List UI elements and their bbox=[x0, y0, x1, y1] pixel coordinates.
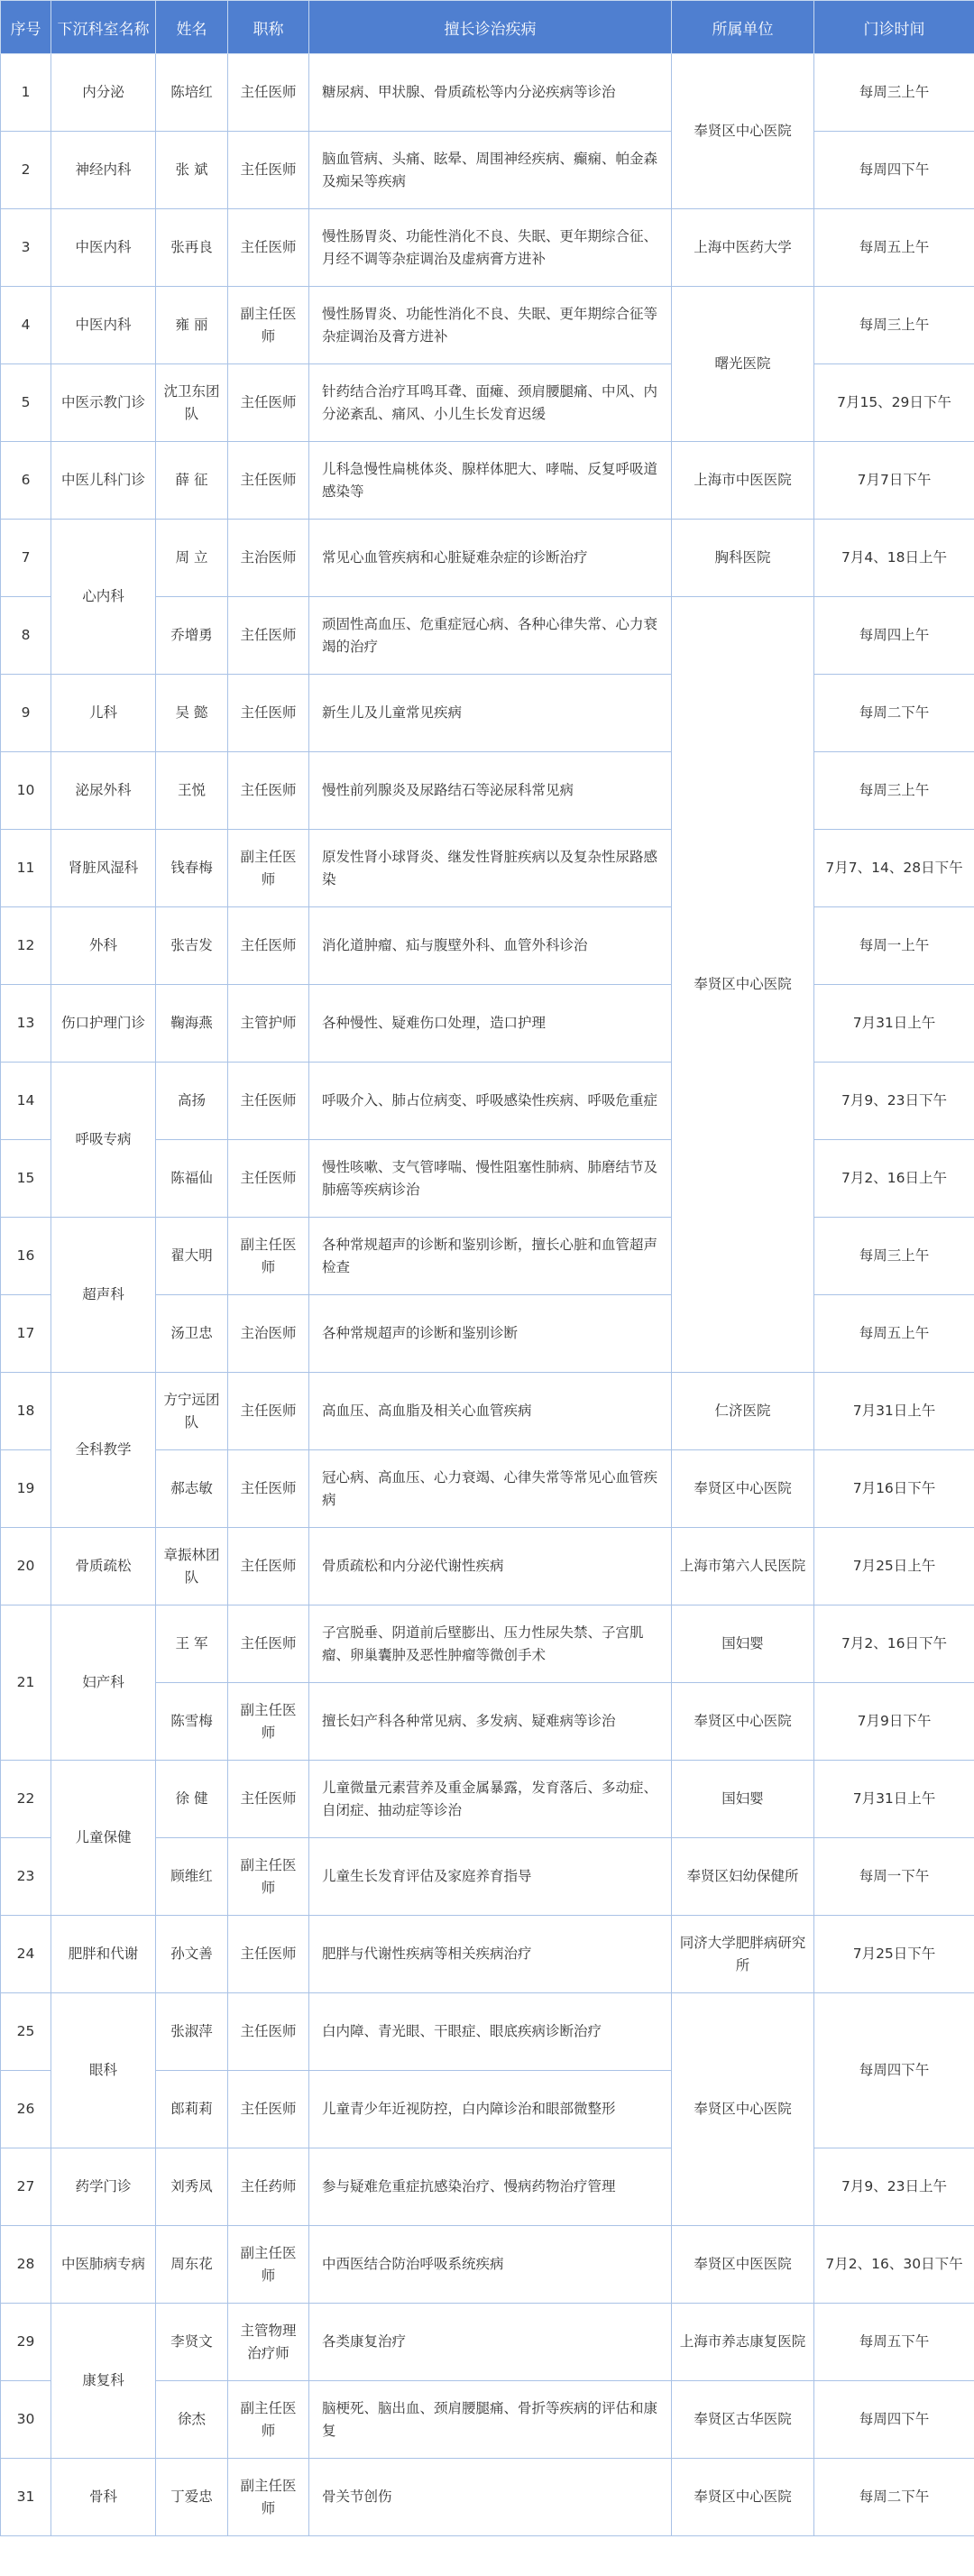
cell-title: 主任医师 bbox=[228, 132, 309, 209]
table-row bbox=[1, 209, 974, 287]
cell-unit: 上海市养志康复医院 bbox=[672, 2304, 814, 2381]
cell-title: 副主任医师 bbox=[228, 2226, 309, 2304]
cell-time: 每周一下午 bbox=[814, 1838, 974, 1916]
cell-title: 副主任医师 bbox=[228, 830, 309, 907]
table-row bbox=[1, 1218, 974, 1295]
cell-time: 7月2、16、30日下午 bbox=[814, 2226, 974, 2304]
table-row bbox=[1, 520, 974, 597]
cell-unit: 同济大学肥胖病研究所 bbox=[672, 1916, 814, 1993]
cell-specialty: 骨质疏松和内分泌代谢性疾病 bbox=[309, 1528, 672, 1605]
cell-time: 7月15、29日下午 bbox=[814, 364, 974, 442]
cell-dept: 肥胖和代谢 bbox=[51, 1916, 156, 1993]
cell-no: 22 bbox=[1, 1761, 51, 1838]
cell-no: 25 bbox=[1, 1993, 51, 2071]
cell-time: 每周二下午 bbox=[814, 675, 974, 752]
cell-specialty: 儿童青少年近视防控，白内障诊治和眼部微整形 bbox=[309, 2071, 672, 2148]
cell-title: 主任医师 bbox=[228, 1450, 309, 1528]
cell-unit: 奉贤区中心医院 bbox=[672, 597, 814, 1373]
cell-specialty: 新生儿及儿童常见疾病 bbox=[309, 675, 672, 752]
cell-no: 5 bbox=[1, 364, 51, 442]
cell-time: 7月2、16日下午 bbox=[814, 1605, 974, 1683]
cell-title: 主治医师 bbox=[228, 520, 309, 597]
header-cell-dept: 下沉科室名称 bbox=[51, 1, 156, 54]
cell-name: 周 立 bbox=[156, 520, 228, 597]
table-row bbox=[1, 364, 974, 442]
cell-time: 7月25日下午 bbox=[814, 1916, 974, 1993]
cell-dept: 儿科 bbox=[51, 675, 156, 752]
cell-unit: 奉贤区中心医院 bbox=[672, 1683, 814, 1761]
cell-title: 主任医师 bbox=[228, 1605, 309, 1683]
cell-specialty: 子宫脱垂、阴道前后壁膨出、压力性尿失禁、子宫肌瘤、卵巢囊肿及恶性肿瘤等微创手术 bbox=[309, 1605, 672, 1683]
cell-specialty: 各种常规超声的诊断和鉴别诊断，擅长心脏和血管超声检查 bbox=[309, 1218, 672, 1295]
cell-time: 7月2、16日上午 bbox=[814, 1140, 974, 1218]
table-row bbox=[1, 1063, 974, 1140]
table-row bbox=[1, 1605, 974, 1683]
cell-name: 徐杰 bbox=[156, 2381, 228, 2459]
cell-title: 副主任医师 bbox=[228, 1838, 309, 1916]
cell-name: 郎莉莉 bbox=[156, 2071, 228, 2148]
cell-time: 每周四下午 bbox=[814, 1993, 974, 2148]
cell-time: 每周三上午 bbox=[814, 54, 974, 132]
cell-title: 主任医师 bbox=[228, 2071, 309, 2148]
cell-time: 7月4、18日上午 bbox=[814, 520, 974, 597]
cell-dept: 中医肺病专病 bbox=[51, 2226, 156, 2304]
cell-name: 张吉发 bbox=[156, 907, 228, 985]
cell-no: 30 bbox=[1, 2381, 51, 2459]
cell-unit: 奉贤区古华医院 bbox=[672, 2381, 814, 2459]
cell-name: 钱春梅 bbox=[156, 830, 228, 907]
cell-dept: 全科教学 bbox=[51, 1373, 156, 1528]
cell-no: 28 bbox=[1, 2226, 51, 2304]
cell-specialty: 慢性前列腺炎及尿路结石等泌尿科常见病 bbox=[309, 752, 672, 830]
cell-specialty: 脑梗死、脑出血、颈肩腰腿痛、骨折等疾病的评估和康复 bbox=[309, 2381, 672, 2459]
cell-title: 主任医师 bbox=[228, 54, 309, 132]
cell-title: 副主任医师 bbox=[228, 1683, 309, 1761]
cell-name: 汤卫忠 bbox=[156, 1295, 228, 1373]
cell-dept: 康复科 bbox=[51, 2304, 156, 2459]
cell-name: 张淑萍 bbox=[156, 1993, 228, 2071]
cell-name: 方宁远团队 bbox=[156, 1373, 228, 1450]
cell-no: 9 bbox=[1, 675, 51, 752]
table-row bbox=[1, 1993, 974, 2071]
header-row bbox=[1, 1, 974, 54]
cell-title: 主任医师 bbox=[228, 907, 309, 985]
cell-name: 雍 丽 bbox=[156, 287, 228, 364]
cell-name: 张 斌 bbox=[156, 132, 228, 209]
cell-time: 每周三上午 bbox=[814, 1218, 974, 1295]
cell-name: 薛 征 bbox=[156, 442, 228, 520]
table-row bbox=[1, 2226, 974, 2304]
cell-no: 18 bbox=[1, 1373, 51, 1450]
cell-dept: 骨质疏松 bbox=[51, 1528, 156, 1605]
cell-dept: 超声科 bbox=[51, 1218, 156, 1373]
cell-name: 张再良 bbox=[156, 209, 228, 287]
cell-dept: 中医内科 bbox=[51, 287, 156, 364]
cell-dept: 伤口护理门诊 bbox=[51, 985, 156, 1063]
cell-name: 郝志敏 bbox=[156, 1450, 228, 1528]
cell-no: 24 bbox=[1, 1916, 51, 1993]
table-row bbox=[1, 830, 974, 907]
cell-no: 31 bbox=[1, 2459, 51, 2536]
cell-no: 19 bbox=[1, 1450, 51, 1528]
cell-unit: 奉贤区中心医院 bbox=[672, 1993, 814, 2226]
cell-title: 主任医师 bbox=[228, 675, 309, 752]
cell-title: 主任医师 bbox=[228, 1140, 309, 1218]
cell-title: 主任医师 bbox=[228, 442, 309, 520]
cell-no: 12 bbox=[1, 907, 51, 985]
cell-title: 主任医师 bbox=[228, 1528, 309, 1605]
cell-specialty: 消化道肿瘤、疝与腹壁外科、血管外科诊治 bbox=[309, 907, 672, 985]
table-row bbox=[1, 1761, 974, 1838]
cell-specialty: 白内障、青光眼、干眼症、眼底疾病诊断治疗 bbox=[309, 1993, 672, 2071]
table-row bbox=[1, 442, 974, 520]
cell-no: 8 bbox=[1, 597, 51, 675]
cell-time: 7月31日上午 bbox=[814, 1373, 974, 1450]
cell-dept: 眼科 bbox=[51, 1993, 156, 2148]
cell-name: 翟大明 bbox=[156, 1218, 228, 1295]
cell-title: 主任医师 bbox=[228, 1063, 309, 1140]
table-row bbox=[1, 752, 974, 830]
cell-time: 7月31日上午 bbox=[814, 985, 974, 1063]
cell-no: 21 bbox=[1, 1605, 51, 1761]
cell-name: 顾维红 bbox=[156, 1838, 228, 1916]
cell-title: 副主任医师 bbox=[228, 2381, 309, 2459]
cell-time: 7月31日上午 bbox=[814, 1761, 974, 1838]
cell-specialty: 常见心血管疾病和心脏疑难杂症的诊断治疗 bbox=[309, 520, 672, 597]
cell-title: 主管物理治疗师 bbox=[228, 2304, 309, 2381]
cell-name: 陈培红 bbox=[156, 54, 228, 132]
cell-dept: 药学门诊 bbox=[51, 2148, 156, 2226]
cell-time: 每周五下午 bbox=[814, 2304, 974, 2381]
cell-dept: 肾脏风湿科 bbox=[51, 830, 156, 907]
cell-title: 主任药师 bbox=[228, 2148, 309, 2226]
cell-title: 主任医师 bbox=[228, 364, 309, 442]
table-row bbox=[1, 132, 974, 209]
cell-unit: 仁济医院 bbox=[672, 1373, 814, 1450]
cell-title: 主任医师 bbox=[228, 1373, 309, 1450]
cell-time: 7月9、23日上午 bbox=[814, 2148, 974, 2226]
cell-unit: 上海市第六人民医院 bbox=[672, 1528, 814, 1605]
cell-unit: 国妇婴 bbox=[672, 1605, 814, 1683]
cell-no: 7 bbox=[1, 520, 51, 597]
cell-specialty: 儿童生长发育评估及家庭养育指导 bbox=[309, 1838, 672, 1916]
cell-no: 4 bbox=[1, 287, 51, 364]
cell-specialty: 各类康复治疗 bbox=[309, 2304, 672, 2381]
table-row bbox=[1, 2304, 974, 2381]
cell-no: 6 bbox=[1, 442, 51, 520]
header-cell-specialty: 擅长诊治疾病 bbox=[309, 1, 672, 54]
cell-name: 陈福仙 bbox=[156, 1140, 228, 1218]
cell-dept: 呼吸专病 bbox=[51, 1063, 156, 1218]
cell-name: 丁爱忠 bbox=[156, 2459, 228, 2536]
cell-unit: 奉贤区中心医院 bbox=[672, 54, 814, 209]
cell-unit: 奉贤区中心医院 bbox=[672, 2459, 814, 2536]
cell-no: 10 bbox=[1, 752, 51, 830]
cell-name: 沈卫东团队 bbox=[156, 364, 228, 442]
cell-unit: 曙光医院 bbox=[672, 287, 814, 442]
cell-dept: 中医示教门诊 bbox=[51, 364, 156, 442]
cell-name: 李贤文 bbox=[156, 2304, 228, 2381]
cell-no: 20 bbox=[1, 1528, 51, 1605]
table-row bbox=[1, 54, 974, 132]
cell-name: 吴 懿 bbox=[156, 675, 228, 752]
cell-unit: 奉贤区中医医院 bbox=[672, 2226, 814, 2304]
table-row bbox=[1, 2148, 974, 2226]
cell-title: 主任医师 bbox=[228, 1993, 309, 2071]
cell-time: 7月9日下午 bbox=[814, 1683, 974, 1761]
cell-specialty: 脑血管病、头痛、眩晕、周围神经疾病、癫痫、帕金森及痴呆等疾病 bbox=[309, 132, 672, 209]
cell-name: 乔增勇 bbox=[156, 597, 228, 675]
cell-unit: 国妇婴 bbox=[672, 1761, 814, 1838]
cell-time: 每周四下午 bbox=[814, 132, 974, 209]
cell-title: 主任医师 bbox=[228, 597, 309, 675]
cell-title: 主管护师 bbox=[228, 985, 309, 1063]
cell-title: 主任医师 bbox=[228, 1761, 309, 1838]
cell-title: 主任医师 bbox=[228, 752, 309, 830]
cell-dept: 内分泌 bbox=[51, 54, 156, 132]
table-row bbox=[1, 907, 974, 985]
cell-title: 副主任医师 bbox=[228, 287, 309, 364]
cell-specialty: 肥胖与代谢性疾病等相关疾病治疗 bbox=[309, 1916, 672, 1993]
cell-time: 7月9、23日下午 bbox=[814, 1063, 974, 1140]
cell-specialty: 参与疑难危重症抗感染治疗、慢病药物治疗管理 bbox=[309, 2148, 672, 2226]
cell-no: 13 bbox=[1, 985, 51, 1063]
cell-no: 29 bbox=[1, 2304, 51, 2381]
cell-title: 副主任医师 bbox=[228, 2459, 309, 2536]
cell-dept: 儿童保健 bbox=[51, 1761, 156, 1916]
cell-time: 每周一上午 bbox=[814, 907, 974, 985]
cell-dept: 妇产科 bbox=[51, 1605, 156, 1761]
header-cell-name: 姓名 bbox=[156, 1, 228, 54]
cell-time: 7月16日下午 bbox=[814, 1450, 974, 1528]
cell-specialty: 糖尿病、甲状腺、骨质疏松等内分泌疾病等诊治 bbox=[309, 54, 672, 132]
cell-no: 23 bbox=[1, 1838, 51, 1916]
cell-specialty: 原发性肾小球肾炎、继发性肾脏疾病以及复杂性尿路感染 bbox=[309, 830, 672, 907]
cell-time: 每周五上午 bbox=[814, 209, 974, 287]
cell-no: 26 bbox=[1, 2071, 51, 2148]
cell-time: 每周三上午 bbox=[814, 752, 974, 830]
cell-name: 刘秀凤 bbox=[156, 2148, 228, 2226]
table-row bbox=[1, 287, 974, 364]
table-row bbox=[1, 1528, 974, 1605]
table-row bbox=[1, 675, 974, 752]
cell-no: 14 bbox=[1, 1063, 51, 1140]
cell-no: 3 bbox=[1, 209, 51, 287]
cell-specialty: 呼吸介入、肺占位病变、呼吸感染性疾病、呼吸危重症 bbox=[309, 1063, 672, 1140]
cell-no: 1 bbox=[1, 54, 51, 132]
header-cell-no: 序号 bbox=[1, 1, 51, 54]
cell-specialty: 儿童微量元素营养及重金属暴露，发育落后、多动症、自闭症、抽动症等诊治 bbox=[309, 1761, 672, 1838]
cell-dept: 中医内科 bbox=[51, 209, 156, 287]
table-row bbox=[1, 985, 974, 1063]
table-row bbox=[1, 2459, 974, 2536]
cell-no: 11 bbox=[1, 830, 51, 907]
cell-name: 王 军 bbox=[156, 1605, 228, 1683]
cell-dept: 泌尿外科 bbox=[51, 752, 156, 830]
cell-unit: 上海市中医医院 bbox=[672, 442, 814, 520]
table-row bbox=[1, 1916, 974, 1993]
cell-dept: 骨科 bbox=[51, 2459, 156, 2536]
cell-specialty: 慢性咳嗽、支气管哮喘、慢性阻塞性肺病、肺磨结节及肺癌等疾病诊治 bbox=[309, 1140, 672, 1218]
cell-title: 主任医师 bbox=[228, 1916, 309, 1993]
cell-specialty: 各种常规超声的诊断和鉴别诊断 bbox=[309, 1295, 672, 1373]
cell-no: 15 bbox=[1, 1140, 51, 1218]
cell-name: 章振林团队 bbox=[156, 1528, 228, 1605]
cell-specialty: 高血压、高血脂及相关心血管疾病 bbox=[309, 1373, 672, 1450]
cell-specialty: 顽固性高血压、危重症冠心病、各种心律失常、心力衰竭的治疗 bbox=[309, 597, 672, 675]
cell-unit: 奉贤区妇幼保健所 bbox=[672, 1838, 814, 1916]
cell-dept: 神经内科 bbox=[51, 132, 156, 209]
cell-specialty: 各种慢性、疑难伤口处理，造口护理 bbox=[309, 985, 672, 1063]
cell-specialty: 慢性肠胃炎、功能性消化不良、失眠、更年期综合征、月经不调等杂症调治及虚病膏方进补 bbox=[309, 209, 672, 287]
cell-title: 主治医师 bbox=[228, 1295, 309, 1373]
cell-name: 周东花 bbox=[156, 2226, 228, 2304]
cell-title: 副主任医师 bbox=[228, 1218, 309, 1295]
cell-time: 每周三上午 bbox=[814, 287, 974, 364]
cell-specialty: 针药结合治疗耳鸣耳聋、面瘫、颈肩腰腿痛、中风、内分泌紊乱、痛风、小儿生长发育迟缓 bbox=[309, 364, 672, 442]
cell-specialty: 中西医结合防治呼吸系统疾病 bbox=[309, 2226, 672, 2304]
header-cell-unit: 所属单位 bbox=[672, 1, 814, 54]
cell-dept: 心内科 bbox=[51, 520, 156, 675]
cell-specialty: 擅长妇产科各种常见病、多发病、疑难病等诊治 bbox=[309, 1683, 672, 1761]
cell-specialty: 儿科急慢性扁桃体炎、腺样体肥大、哮喘、反复呼吸道感染等 bbox=[309, 442, 672, 520]
cell-name: 王悦 bbox=[156, 752, 228, 830]
cell-time: 7月7日下午 bbox=[814, 442, 974, 520]
cell-name: 陈雪梅 bbox=[156, 1683, 228, 1761]
cell-no: 17 bbox=[1, 1295, 51, 1373]
cell-dept: 外科 bbox=[51, 907, 156, 985]
cell-specialty: 慢性肠胃炎、功能性消化不良、失眠、更年期综合征等杂症调治及膏方进补 bbox=[309, 287, 672, 364]
cell-name: 孙文善 bbox=[156, 1916, 228, 1993]
table-row bbox=[1, 1373, 974, 1450]
cell-name: 鞠海燕 bbox=[156, 985, 228, 1063]
cell-unit: 上海中医药大学 bbox=[672, 209, 814, 287]
cell-no: 27 bbox=[1, 2148, 51, 2226]
cell-title: 主任医师 bbox=[228, 209, 309, 287]
cell-specialty: 冠心病、高血压、心力衰竭、心律失常等常见心血管疾病 bbox=[309, 1450, 672, 1528]
cell-time: 每周二下午 bbox=[814, 2459, 974, 2536]
cell-dept: 中医儿科门诊 bbox=[51, 442, 156, 520]
cell-unit: 胸科医院 bbox=[672, 520, 814, 597]
cell-time: 每周四下午 bbox=[814, 2381, 974, 2459]
cell-no: 2 bbox=[1, 132, 51, 209]
cell-unit: 奉贤区中心医院 bbox=[672, 1450, 814, 1528]
header-cell-time: 门诊时间 bbox=[814, 1, 974, 54]
cell-name: 徐 健 bbox=[156, 1761, 228, 1838]
cell-time: 7月7、14、28日下午 bbox=[814, 830, 974, 907]
cell-specialty: 骨关节创伤 bbox=[309, 2459, 672, 2536]
cell-time: 每周四上午 bbox=[814, 597, 974, 675]
cell-name: 高扬 bbox=[156, 1063, 228, 1140]
cell-time: 7月25日上午 bbox=[814, 1528, 974, 1605]
cell-no: 16 bbox=[1, 1218, 51, 1295]
cell-time: 每周五上午 bbox=[814, 1295, 974, 1373]
header-cell-title: 职称 bbox=[228, 1, 309, 54]
